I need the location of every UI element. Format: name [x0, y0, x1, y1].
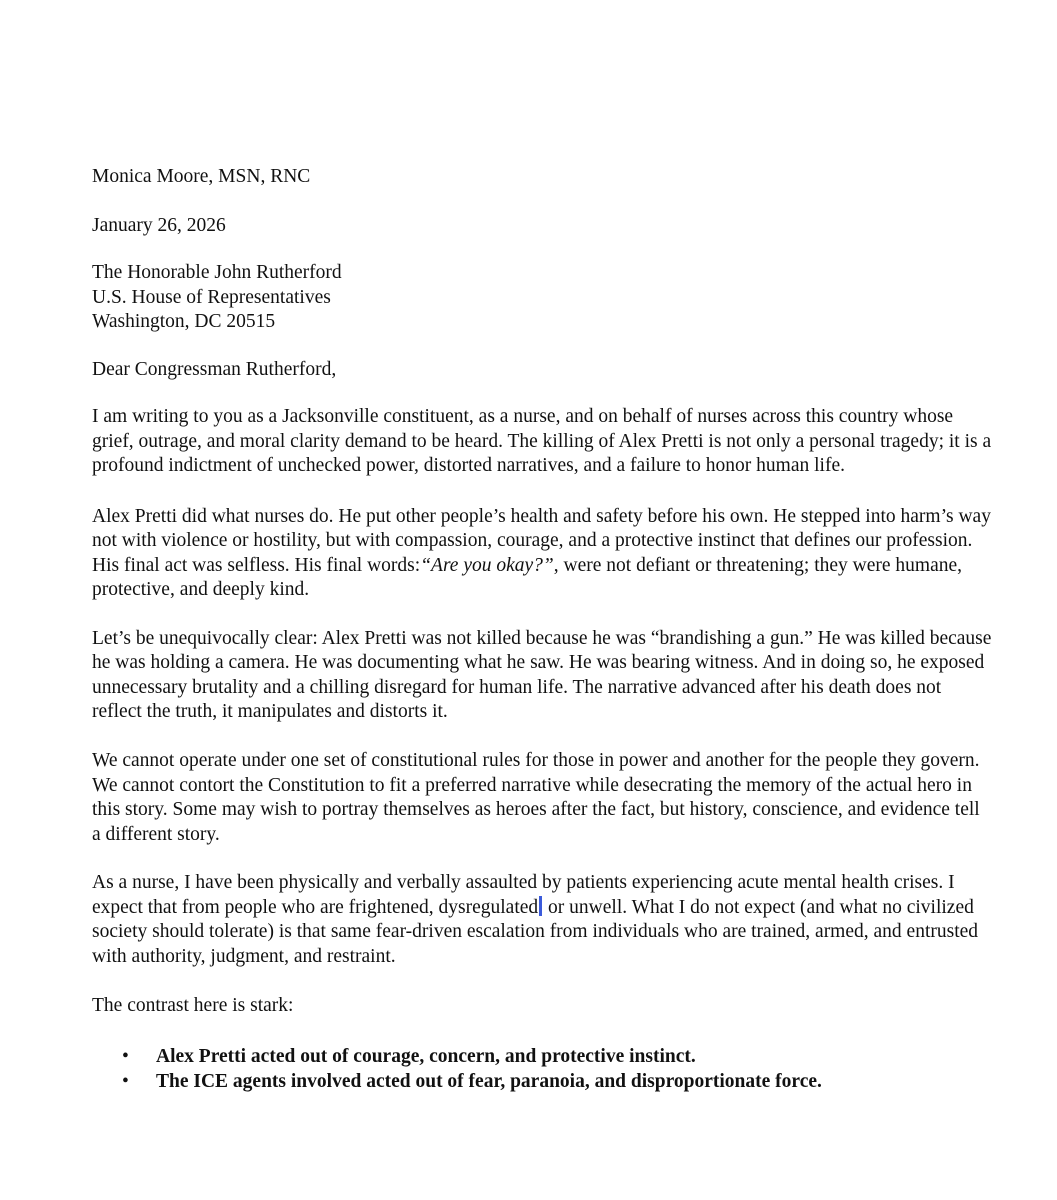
recipient-address [92, 261, 992, 335]
bullet-icon: • [122, 1070, 129, 1092]
paragraph-constitution: We cannot operate under one set of constitutional rules for those in power and another for the people they govern. We cannot contort the Constitution to fit a preferred narrative while desecrating the memory of the actual hero in this story. Some may wish to portray themselves as heroes after the fact, but history, conscience, and evidence tell a different story. [92, 750, 980, 845]
recipient-name: The Honorable John Rutherford [92, 262, 342, 283]
paragraph-final-words-tail: , were not defiant or threatening; they were humane, protective, and deeply kind. [92, 554, 963, 600]
paragraph-intro: I am writing to you as a Jacksonville constituent, as a nurse, and on behalf of nurses across this country whose grief, outrage, and moral clarity demand to be heard. The killing of Alex Pretti is not only a personal tragedy; it is a profound indictment of unchecked power, distorted narratives, and a failure to honor human life. [92, 406, 992, 476]
list-item-text: Alex Pretti acted out of courage, concern, and protective instinct. [156, 1046, 696, 1068]
paragraph-final-words [92, 505, 992, 603]
recipient-city: Washington, DC 20515 [92, 311, 276, 332]
paragraph-nurse-experience [92, 871, 992, 969]
final-words-quote: “Are you okay?” [420, 554, 554, 576]
list-item-text: The ICE agents involved acted out of fear, paranoia, and disproportionate force. [156, 1070, 822, 1092]
list-item [92, 1070, 992, 1095]
list-item [92, 1045, 992, 1070]
paragraph-final-words-text: Alex Pretti did what nurses do. He put other people’s health and safety before his own. He stepped into harm’s way not with violence or hostility, but with compassion, courage, and a protective instinct that defines our profession. His final act was selfless. His final words: [92, 505, 991, 576]
contrast-list [92, 1045, 992, 1094]
letter-body [92, 165, 992, 1094]
sender-name: Monica Moore, MSN, RNC [92, 166, 311, 187]
paragraph-nurse-experience-tail: or unwell. What I do not expect (and what no civilized society should tolerate) is that same fear-driven escalation from individuals who are trained, armed, and entrusted with authority, judgment, and restraint. [92, 896, 979, 967]
bullet-icon: • [122, 1046, 129, 1068]
recipient-office: U.S. House of Representatives [92, 286, 331, 308]
paragraph-contrast: The contrast here is stark: [92, 994, 294, 1016]
text-cursor [539, 896, 542, 916]
paragraph-camera: Let’s be unequivocally clear: Alex Pretti was not killed because he was “brandishing a gun.” He was killed because he was holding a camera. He was documenting what he saw. He was bearing witness. And in doing so, he exposed unnecessary brutality and a chilling disregard for human life. The narrative advanced after his death does not reflect the truth, it manipulates and distorts it. [92, 627, 992, 723]
letter-date: January 26, 2026 [92, 214, 226, 236]
paragraph-nurse-experience-text: As a nurse, I have been physically and verbally assaulted by patients experiencing acute mental health crises. I expect that from people who are frightened, dysregulated [92, 872, 955, 918]
salutation: Dear Congressman Rutherford, [92, 358, 337, 380]
